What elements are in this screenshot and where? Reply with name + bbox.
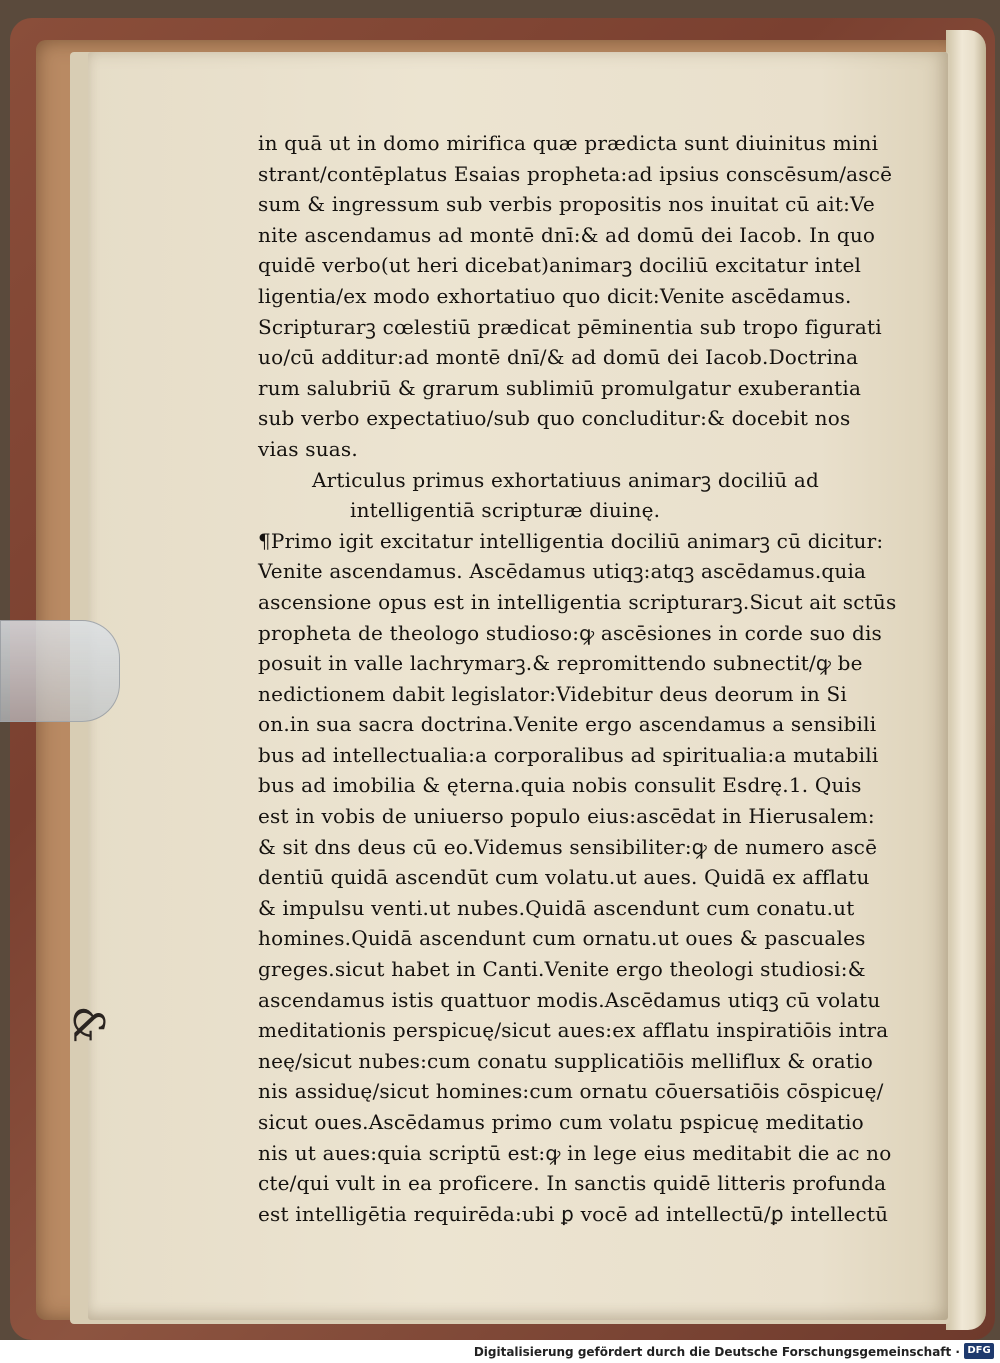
text-line: bus ad intellectualia:a corporalibus ad spiritualia:a mutabili [258,742,879,767]
text-line: est in vobis de uniuerso populo eius:ascēdat in Hierusalem: [258,804,875,829]
text-line: neę/sicut nubes:cum conatu supplicatiōis melliflux & oratio [258,1048,873,1073]
text-line: & impulsu venti.ut nubes.Quidā ascendunt cum conatu.ut [258,895,855,920]
section-heading: Articulus primus exhortatiuus animarꝫ dociliū ad [312,467,820,492]
text-line: Scripturarꝫ cœlestiū prædicat pēminentia sub tropo figurati [258,314,882,339]
text-line: quidē verbo(ut heri dicebat)animarꝫ dociliū excitatur intel [258,253,862,278]
page-edges [946,30,986,1330]
bookmark-clip [0,620,120,722]
text-line: propheta de theologo studioso:ꝙ ascēsiones in corde suo dis [258,620,883,645]
text-line: vias suas. [258,436,358,461]
text-line: dentiū quidā ascendūt cum volatu.ut aues. Quidā ex afflatu [258,865,870,890]
page-text [258,128,898,1229]
text-line: posuit in valle lachrymarꝫ.& repromittendo subnectit/ꝙ be [258,651,863,676]
text-line: on.in sua sacra doctrina.Venite ergo ascendamus a sensibili [258,712,877,737]
text-line: cte/qui vult in ea proficere. In sanctis quidē litteris profunda [258,1171,887,1196]
text-line: ascensione opus est in intelligentia scripturarꝫ.Sicut ait sctūs [258,589,897,614]
text-line: & sit dns deus cū eo.Videmus sensibiliter:ꝙ de numero ascē [258,834,878,859]
text-line: nis assiduę/sicut homines:cum ornatu cōuersatiōis cōspicuę/ [258,1079,884,1104]
text-line: nite ascendamus ad montē dnī:& ad domū dei Iacob. In quo [258,222,876,247]
text-line: strant/contēplatus Esaias propheta:ad ipsius conscēsum/ascē [258,161,893,186]
footer-bar [0,1340,1000,1363]
section-heading: intelligentiā scripturæ diuinę. [350,498,661,523]
text-line: ligentia/ex modo exhortatiuo quo dicit:Venite ascēdamus. [258,283,852,308]
text-line: bus ad imobilia & ęterna.quia nobis consulit Esdrę.1. Quis [258,773,862,798]
text-line: uo/cū additur:ad montē dnī/& ad domū dei Iacob.Doctrina [258,345,859,370]
text-line: sub verbo expectatiuo/sub quo concluditur:& docebit nos [258,406,851,431]
text-line: sum & ingressum sub verbis propositis nos inuitat cū ait:Ve [258,192,875,217]
text-line: homines.Quidā ascendunt cum ornatu.ut oues & pascuales [258,926,866,951]
text-line: ascendamus istis quattuor modis.Ascēdamus utiqꝫ cū volatu [258,987,881,1012]
text-line: sicut oues.Ascēdamus primo cum volatu pspicuę meditatio [258,1110,864,1134]
text-line: Venite ascendamus. Ascēdamus utiqꝫ:atqꝫ ascēdamus.quia [258,559,867,584]
text-line: nis ut aues:quia scriptū est:ꝙ in lege eius meditabit die ac no [258,1140,892,1165]
text-line: rum salubriū & grarum sublimiū promulgatur exuberantia [258,375,862,400]
text-line: in quā ut in domo mirifica quæ prædicta sunt diuinitus mini [258,131,879,155]
margin-mark: & [64,1005,114,1044]
text-line: est intelligētia requirēda:ubi ꝑ vocē ad intellectū/ꝑ intellectū [258,1201,889,1226]
funding-credit: Digitalisierung gefördert durch die Deutsche Forschungsgemeinschaft · [473,1345,960,1359]
text-line: greges.sicut habet in Canti.Venite ergo theologi studiosi:& [258,957,866,982]
text-line: nedictionem dabit legislator:Videbitur deus deorum in Si [258,681,848,706]
text-line: ¶Primo igit excitatur intelligentia dociliū animarꝫ cū dicitur: [258,528,884,553]
dfg-logo: DFG [964,1343,994,1359]
text-line: meditationis perspicuę/sicut aues:ex afflatu inspiratiōis intra [258,1018,889,1043]
